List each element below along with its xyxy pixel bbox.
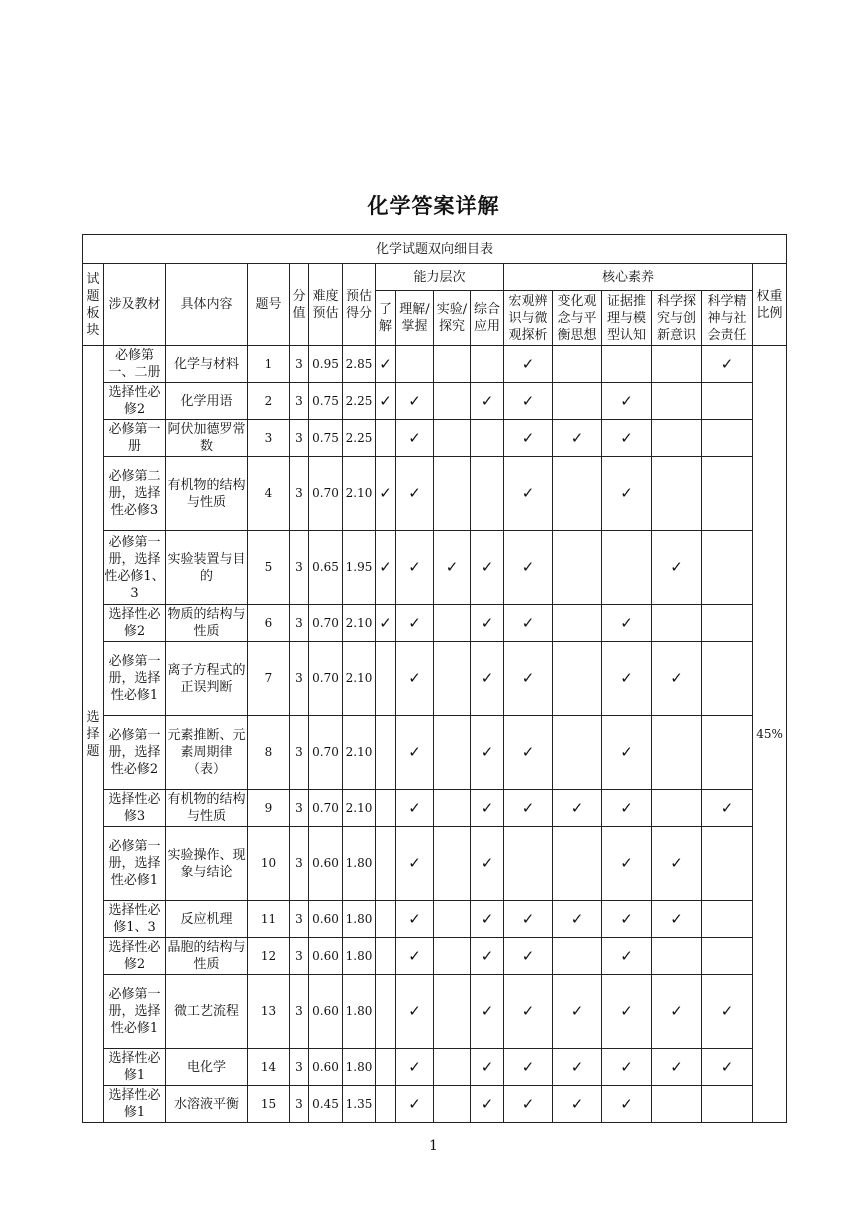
empty-cell: [702, 420, 753, 457]
empty-cell: [702, 716, 753, 790]
empty-cell: [434, 420, 471, 457]
empty-cell: [434, 938, 471, 975]
check-mark-icon: ✓: [504, 790, 553, 827]
cell-question-number: 12: [248, 938, 290, 975]
cell-difficulty: 0.60: [309, 827, 343, 901]
empty-cell: [702, 531, 753, 605]
cell-question-number: 10: [248, 827, 290, 901]
empty-cell: [376, 790, 396, 827]
empty-cell: [553, 938, 602, 975]
check-mark-icon: ✓: [471, 605, 504, 642]
cell-content: 元素推断、元素周期律（表）: [166, 716, 248, 790]
cell-difficulty: 0.60: [309, 1049, 343, 1086]
table-title: 化学试题双向细目表: [83, 235, 787, 264]
empty-cell: [553, 346, 602, 383]
header-ability-group: 能力层次: [376, 264, 504, 291]
check-mark-icon: ✓: [471, 938, 504, 975]
check-mark-icon: ✓: [504, 605, 553, 642]
cell-expected-score: 1.80: [343, 827, 376, 901]
check-mark-icon: ✓: [471, 716, 504, 790]
empty-cell: [376, 420, 396, 457]
check-mark-icon: ✓: [504, 383, 553, 420]
cell-difficulty: 0.65: [309, 531, 343, 605]
cell-content: 微工艺流程: [166, 975, 248, 1049]
check-mark-icon: ✓: [396, 901, 434, 938]
cell-difficulty: 0.60: [309, 938, 343, 975]
cell-question-number: 9: [248, 790, 290, 827]
empty-cell: [702, 605, 753, 642]
check-mark-icon: ✓: [376, 457, 396, 531]
check-mark-icon: ✓: [652, 642, 702, 716]
cell-content: 水溶液平衡: [166, 1086, 248, 1123]
table-row: [83, 531, 787, 605]
check-mark-icon: ✓: [602, 716, 652, 790]
check-mark-icon: ✓: [652, 1049, 702, 1086]
empty-cell: [702, 383, 753, 420]
check-mark-icon: ✓: [702, 790, 753, 827]
cell-score: 3: [290, 605, 309, 642]
empty-cell: [602, 346, 652, 383]
cell-question-number: 3: [248, 420, 290, 457]
header-weight: 权重比例: [753, 264, 787, 346]
header-score: 分值: [290, 264, 309, 346]
cell-textbook: 必修第二册，选择性必修3: [104, 457, 166, 531]
cell-score: 3: [290, 975, 309, 1049]
empty-cell: [652, 605, 702, 642]
check-mark-icon: ✓: [376, 531, 396, 605]
cell-question-number: 11: [248, 901, 290, 938]
empty-cell: [504, 827, 553, 901]
check-mark-icon: ✓: [702, 1049, 753, 1086]
cell-score: 3: [290, 827, 309, 901]
check-mark-icon: ✓: [471, 901, 504, 938]
check-mark-icon: ✓: [471, 1049, 504, 1086]
empty-cell: [702, 457, 753, 531]
check-mark-icon: ✓: [504, 420, 553, 457]
header-literacy-group: 核心素养: [504, 264, 753, 291]
check-mark-icon: ✓: [652, 531, 702, 605]
cell-textbook: 必修第一册: [104, 420, 166, 457]
cell-difficulty: 0.70: [309, 642, 343, 716]
check-mark-icon: ✓: [471, 383, 504, 420]
cell-expected-score: 2.10: [343, 642, 376, 716]
check-mark-icon: ✓: [396, 457, 434, 531]
cell-textbook: 选择性必修2: [104, 605, 166, 642]
check-mark-icon: ✓: [602, 975, 652, 1049]
check-mark-icon: ✓: [602, 457, 652, 531]
table-row: [83, 1049, 787, 1086]
empty-cell: [434, 605, 471, 642]
cell-question-number: 14: [248, 1049, 290, 1086]
check-mark-icon: ✓: [376, 605, 396, 642]
check-mark-icon: ✓: [602, 1086, 652, 1123]
check-mark-icon: ✓: [553, 420, 602, 457]
cell-difficulty: 0.70: [309, 790, 343, 827]
empty-cell: [553, 605, 602, 642]
cell-textbook: 必修第一册，选择性必修1: [104, 827, 166, 901]
empty-cell: [652, 346, 702, 383]
table-row: [83, 901, 787, 938]
table-row: [83, 938, 787, 975]
check-mark-icon: ✓: [602, 1049, 652, 1086]
cell-score: 3: [290, 901, 309, 938]
check-mark-icon: ✓: [602, 420, 652, 457]
empty-cell: [471, 420, 504, 457]
table-row: [83, 346, 787, 383]
cell-expected-score: 1.80: [343, 901, 376, 938]
check-mark-icon: ✓: [553, 790, 602, 827]
check-mark-icon: ✓: [396, 605, 434, 642]
check-mark-icon: ✓: [504, 1086, 553, 1123]
cell-difficulty: 0.70: [309, 716, 343, 790]
cell-textbook: 选择性必修2: [104, 383, 166, 420]
cell-question-number: 4: [248, 457, 290, 531]
check-mark-icon: ✓: [602, 790, 652, 827]
cell-textbook: 必修第一册，选择性必修2: [104, 716, 166, 790]
header-ability: 理解/掌握: [396, 291, 434, 346]
cell-question-number: 8: [248, 716, 290, 790]
cell-score: 3: [290, 642, 309, 716]
cell-difficulty: 0.45: [309, 1086, 343, 1123]
cell-content: 化学用语: [166, 383, 248, 420]
check-mark-icon: ✓: [553, 975, 602, 1049]
empty-cell: [652, 383, 702, 420]
check-mark-icon: ✓: [396, 975, 434, 1049]
check-mark-icon: ✓: [504, 938, 553, 975]
cell-score: 3: [290, 383, 309, 420]
empty-cell: [376, 642, 396, 716]
cell-content: 电化学: [166, 1049, 248, 1086]
cell-expected-score: 2.25: [343, 420, 376, 457]
cell-textbook: 选择性必修1: [104, 1049, 166, 1086]
empty-cell: [553, 383, 602, 420]
empty-cell: [376, 975, 396, 1049]
cell-textbook: 必修第一册，选择性必修1: [104, 642, 166, 716]
check-mark-icon: ✓: [602, 827, 652, 901]
header-expected-score: 预估得分: [343, 264, 376, 346]
check-mark-icon: ✓: [396, 531, 434, 605]
cell-question-number: 5: [248, 531, 290, 605]
cell-question-number: 2: [248, 383, 290, 420]
cell-expected-score: 2.10: [343, 790, 376, 827]
cell-score: 3: [290, 716, 309, 790]
cell-difficulty: 0.75: [309, 383, 343, 420]
empty-cell: [471, 457, 504, 531]
empty-cell: [553, 642, 602, 716]
empty-cell: [652, 790, 702, 827]
check-mark-icon: ✓: [504, 975, 553, 1049]
header-question-number: 题号: [248, 264, 290, 346]
cell-difficulty: 0.60: [309, 901, 343, 938]
cell-content: 有机物的结构与性质: [166, 790, 248, 827]
cell-expected-score: 1.80: [343, 938, 376, 975]
empty-cell: [652, 716, 702, 790]
empty-cell: [434, 457, 471, 531]
check-mark-icon: ✓: [602, 901, 652, 938]
check-mark-icon: ✓: [504, 642, 553, 716]
check-mark-icon: ✓: [434, 531, 471, 605]
cell-expected-score: 2.10: [343, 716, 376, 790]
check-mark-icon: ✓: [396, 642, 434, 716]
check-mark-icon: ✓: [602, 383, 652, 420]
header-content: 具体内容: [166, 264, 248, 346]
empty-cell: [434, 827, 471, 901]
check-mark-icon: ✓: [504, 716, 553, 790]
check-mark-icon: ✓: [553, 901, 602, 938]
cell-content: 有机物的结构与性质: [166, 457, 248, 531]
check-mark-icon: ✓: [376, 383, 396, 420]
check-mark-icon: ✓: [396, 1086, 434, 1123]
check-mark-icon: ✓: [396, 938, 434, 975]
table-row: [83, 457, 787, 531]
check-mark-icon: ✓: [471, 1086, 504, 1123]
empty-cell: [434, 346, 471, 383]
empty-cell: [376, 1086, 396, 1123]
empty-cell: [376, 827, 396, 901]
cell-expected-score: 2.10: [343, 605, 376, 642]
check-mark-icon: ✓: [471, 790, 504, 827]
check-mark-icon: ✓: [396, 827, 434, 901]
cell-expected-score: 2.10: [343, 457, 376, 531]
check-mark-icon: ✓: [702, 346, 753, 383]
check-mark-icon: ✓: [504, 457, 553, 531]
check-mark-icon: ✓: [396, 383, 434, 420]
table-row: [83, 1086, 787, 1123]
check-mark-icon: ✓: [396, 790, 434, 827]
empty-cell: [434, 383, 471, 420]
check-mark-icon: ✓: [376, 346, 396, 383]
header-literacy: 科学精神与社会责任: [702, 291, 753, 346]
cell-question-number: 7: [248, 642, 290, 716]
empty-cell: [553, 827, 602, 901]
empty-cell: [434, 1086, 471, 1123]
empty-cell: [434, 901, 471, 938]
cell-question-number: 1: [248, 346, 290, 383]
cell-textbook: 选择性必修1: [104, 1086, 166, 1123]
check-mark-icon: ✓: [652, 827, 702, 901]
cell-question-number: 13: [248, 975, 290, 1049]
cell-content: 化学与材料: [166, 346, 248, 383]
check-mark-icon: ✓: [652, 975, 702, 1049]
header-block: 试题板块: [83, 264, 104, 346]
check-mark-icon: ✓: [553, 1086, 602, 1123]
cell-difficulty: 0.70: [309, 457, 343, 531]
empty-cell: [434, 642, 471, 716]
cell-difficulty: 0.60: [309, 975, 343, 1049]
cell-score: 3: [290, 346, 309, 383]
table-row: [83, 827, 787, 901]
empty-cell: [434, 790, 471, 827]
cell-expected-score: 2.85: [343, 346, 376, 383]
empty-cell: [652, 420, 702, 457]
header-literacy: 证据推理与模型认知: [602, 291, 652, 346]
empty-cell: [553, 716, 602, 790]
table-row: [83, 716, 787, 790]
section-label: 选择题: [83, 346, 104, 1123]
header-ability: 了解: [376, 291, 396, 346]
cell-textbook: 选择性必修1、3: [104, 901, 166, 938]
cell-content: 阿伏加德罗常数: [166, 420, 248, 457]
check-mark-icon: ✓: [602, 642, 652, 716]
table-row: [83, 790, 787, 827]
empty-cell: [376, 901, 396, 938]
check-mark-icon: ✓: [471, 975, 504, 1049]
header-ability: 综合应用: [471, 291, 504, 346]
cell-expected-score: 1.80: [343, 1049, 376, 1086]
cell-score: 3: [290, 1049, 309, 1086]
empty-cell: [471, 346, 504, 383]
empty-cell: [553, 531, 602, 605]
cell-score: 3: [290, 790, 309, 827]
header-textbook: 涉及教材: [104, 264, 166, 346]
cell-content: 物质的结构与性质: [166, 605, 248, 642]
cell-difficulty: 0.75: [309, 420, 343, 457]
empty-cell: [553, 457, 602, 531]
check-mark-icon: ✓: [396, 716, 434, 790]
cell-score: 3: [290, 938, 309, 975]
check-mark-icon: ✓: [471, 642, 504, 716]
table-row: [83, 975, 787, 1049]
header-literacy: 科学探究与创新意识: [652, 291, 702, 346]
cell-score: 3: [290, 1086, 309, 1123]
empty-cell: [702, 901, 753, 938]
check-mark-icon: ✓: [504, 531, 553, 605]
check-mark-icon: ✓: [702, 975, 753, 1049]
check-mark-icon: ✓: [471, 531, 504, 605]
cell-textbook: 必修第一册，选择性必修1: [104, 975, 166, 1049]
cell-content: 离子方程式的正误判断: [166, 642, 248, 716]
cell-content: 反应机理: [166, 901, 248, 938]
check-mark-icon: ✓: [504, 901, 553, 938]
check-mark-icon: ✓: [396, 420, 434, 457]
cell-textbook: 必修第一册，选择性必修1、3: [104, 531, 166, 605]
empty-cell: [434, 716, 471, 790]
cell-score: 3: [290, 457, 309, 531]
table-row: [83, 642, 787, 716]
check-mark-icon: ✓: [602, 605, 652, 642]
empty-cell: [376, 1049, 396, 1086]
check-mark-icon: ✓: [396, 1049, 434, 1086]
check-mark-icon: ✓: [471, 827, 504, 901]
check-mark-icon: ✓: [504, 1049, 553, 1086]
cell-difficulty: 0.70: [309, 605, 343, 642]
table-row: [83, 383, 787, 420]
weight-value: 45%: [753, 346, 787, 1123]
check-mark-icon: ✓: [602, 938, 652, 975]
check-mark-icon: ✓: [504, 346, 553, 383]
cell-score: 3: [290, 531, 309, 605]
cell-textbook: 选择性必修3: [104, 790, 166, 827]
cell-question-number: 15: [248, 1086, 290, 1123]
cell-textbook: 必修第一、二册: [104, 346, 166, 383]
empty-cell: [652, 457, 702, 531]
empty-cell: [376, 716, 396, 790]
cell-expected-score: 2.25: [343, 383, 376, 420]
empty-cell: [702, 1086, 753, 1123]
page-number: 1: [429, 1138, 438, 1154]
cell-difficulty: 0.95: [309, 346, 343, 383]
header-literacy: 变化观念与平衡思想: [553, 291, 602, 346]
cell-textbook: 选择性必修2: [104, 938, 166, 975]
cell-question-number: 6: [248, 605, 290, 642]
cell-expected-score: 1.35: [343, 1086, 376, 1123]
empty-cell: [702, 642, 753, 716]
specification-table: [82, 234, 787, 1123]
header-literacy: 宏观辨识与微观探析: [504, 291, 553, 346]
empty-cell: [702, 938, 753, 975]
empty-cell: [376, 938, 396, 975]
cell-score: 3: [290, 420, 309, 457]
document-title: 化学答案详解: [367, 194, 500, 218]
empty-cell: [702, 827, 753, 901]
cell-content: 实验操作、现象与结论: [166, 827, 248, 901]
header-difficulty: 难度预估: [309, 264, 343, 346]
cell-content: 实验装置与目的: [166, 531, 248, 605]
table-row: [83, 605, 787, 642]
cell-expected-score: 1.80: [343, 975, 376, 1049]
header-ability: 实验/探究: [434, 291, 471, 346]
check-mark-icon: ✓: [652, 901, 702, 938]
empty-cell: [434, 1049, 471, 1086]
empty-cell: [396, 346, 434, 383]
table-row: [83, 420, 787, 457]
empty-cell: [652, 938, 702, 975]
empty-cell: [602, 531, 652, 605]
empty-cell: [652, 1086, 702, 1123]
cell-content: 晶胞的结构与性质: [166, 938, 248, 975]
check-mark-icon: ✓: [553, 1049, 602, 1086]
cell-expected-score: 1.95: [343, 531, 376, 605]
empty-cell: [434, 975, 471, 1049]
